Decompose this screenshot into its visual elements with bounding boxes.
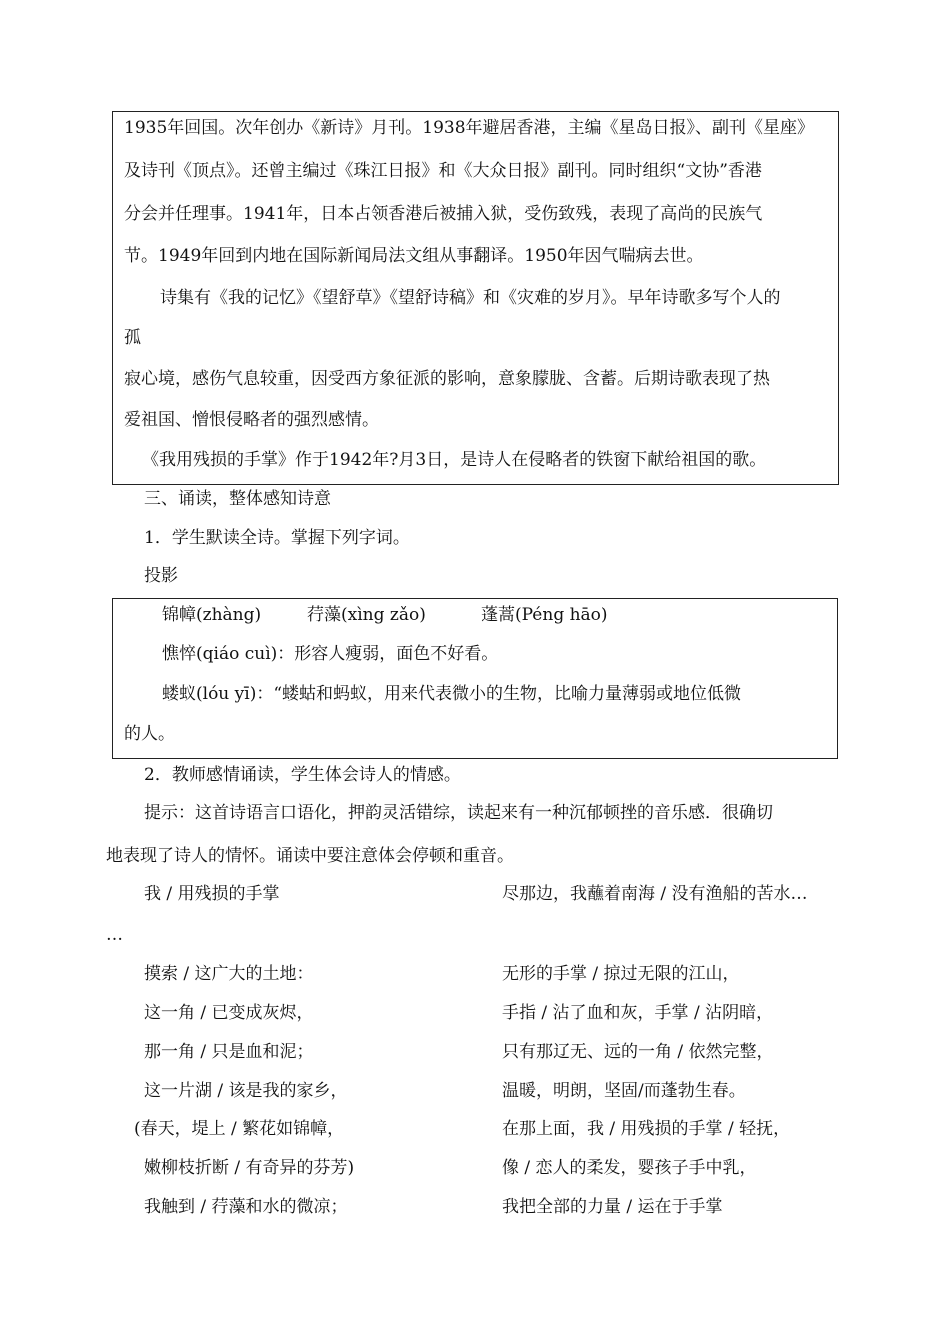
poem-right-line: 我把全部的力量 / 运在于手掌 <box>502 1197 723 1217</box>
poem-left-line: 摸索 / 这广大的土地： <box>144 964 314 984</box>
bio-line-5: 诗集有《我的记忆》《望舒草》《望舒诗稿》和《灾难的岁月》。早年诗歌多写个人的 <box>160 288 781 308</box>
vocab-line-2: 憔悴(qiáo cuì)：形容人瘦弱，面色不好看。 <box>162 644 499 664</box>
poem-right-line: 像 / 恋人的柔发，婴孩子手中乳， <box>502 1158 757 1178</box>
vocab-term-3: 蓬蒿(Péng hāo) <box>481 605 608 625</box>
poem-left-line: 这一角 / 已变成灰烬， <box>144 1003 314 1023</box>
poem-right-line: 手指 / 沾了血和灰，手掌 / 沾阴暗， <box>502 1003 774 1023</box>
poem-left-line: 我触到 / 荇藻和水的微凉； <box>144 1197 348 1217</box>
poem-left-line: 这一片湖 / 该是我的家乡， <box>144 1081 348 1101</box>
poem-right-line: 尽那边，我蘸着南海 / 没有渔船的苦水… <box>502 884 808 904</box>
poem-right-line: 无形的手掌 / 掠过无限的江山， <box>502 964 740 984</box>
step-2: 2．教师感情诵读，学生体会诗人的情感。 <box>144 765 461 785</box>
vocab-line-4: 的人。 <box>124 724 175 744</box>
poem-right-line: 在那上面，我 / 用残损的手掌 / 轻抚， <box>502 1119 791 1139</box>
vocab-line-3: 蝼蚁(lóu yī)：“蝼蛄和蚂蚁，用来代表微小的生物，比喻力量薄弱或地位低微 <box>162 684 742 704</box>
poem-right-line: 温暖，明朗，坚固/而蓬勃生春。 <box>502 1081 746 1101</box>
poem-left-line: 我 / 用残损的手掌 <box>144 884 280 904</box>
bio-line-9: 《我用残损的手掌》作于1942年?月3日，是诗人在侵略者的铁窗下献给祖国的歌。 <box>142 450 767 470</box>
bio-line-8: 爱祖国、憎恨侵略者的强烈感情。 <box>124 410 379 430</box>
section-heading: 三、诵读，整体感知诗意 <box>144 489 331 509</box>
vocab-term-1: 锦幛(zhàng) <box>162 605 262 625</box>
tip-line-1: 提示：这首诗语言口语化，押韵灵活错综，读起来有一种沉郁顿挫的音乐感．很确切 <box>144 803 773 823</box>
projection-label: 投影 <box>144 566 178 586</box>
step-1: 1．学生默读全诗。掌握下列字词。 <box>144 528 410 548</box>
bio-line-6: 孤 <box>124 328 141 348</box>
bio-line-4: 节。1949年回到内地在国际新闻局法文组从事翻译。1950年因气喘病去世。 <box>124 246 704 266</box>
poem-left-line: 那一角 / 只是血和泥； <box>144 1042 314 1062</box>
bio-line-1: 1935年回国。次年创办《新诗》月刊。1938年避居香港，主编《星岛日报》、副刊《星座》 <box>124 118 815 138</box>
vocab-term-2: 荇藻(xìng zǎo) <box>307 605 426 625</box>
poem-overflow-ellipsis: … <box>106 925 123 945</box>
bio-line-2: 及诗刊《顶点》。还曾主编过《珠江日报》和《大众日报》副刊。同时组织“文协”香港 <box>124 161 762 181</box>
poem-left-line: 嫩柳枝折断 / 有奇异的芬芳) <box>144 1158 355 1178</box>
tip-line-2: 地表现了诗人的情怀。诵读中要注意体会停顿和重音。 <box>106 846 514 866</box>
bio-line-7: 寂心境，感伤气息较重，因受西方象征派的影响，意象朦胧、含蓄。后期诗歌表现了热 <box>124 369 770 389</box>
poem-left-line: (春天，堤上 / 繁花如锦幛， <box>134 1119 345 1139</box>
bio-line-3: 分会并任理事。1941年，日本占领香港后被捕入狱，受伤致残，表现了高尚的民族气 <box>124 204 763 224</box>
poem-right-line: 只有那辽无、远的一角 / 依然完整， <box>502 1042 774 1062</box>
